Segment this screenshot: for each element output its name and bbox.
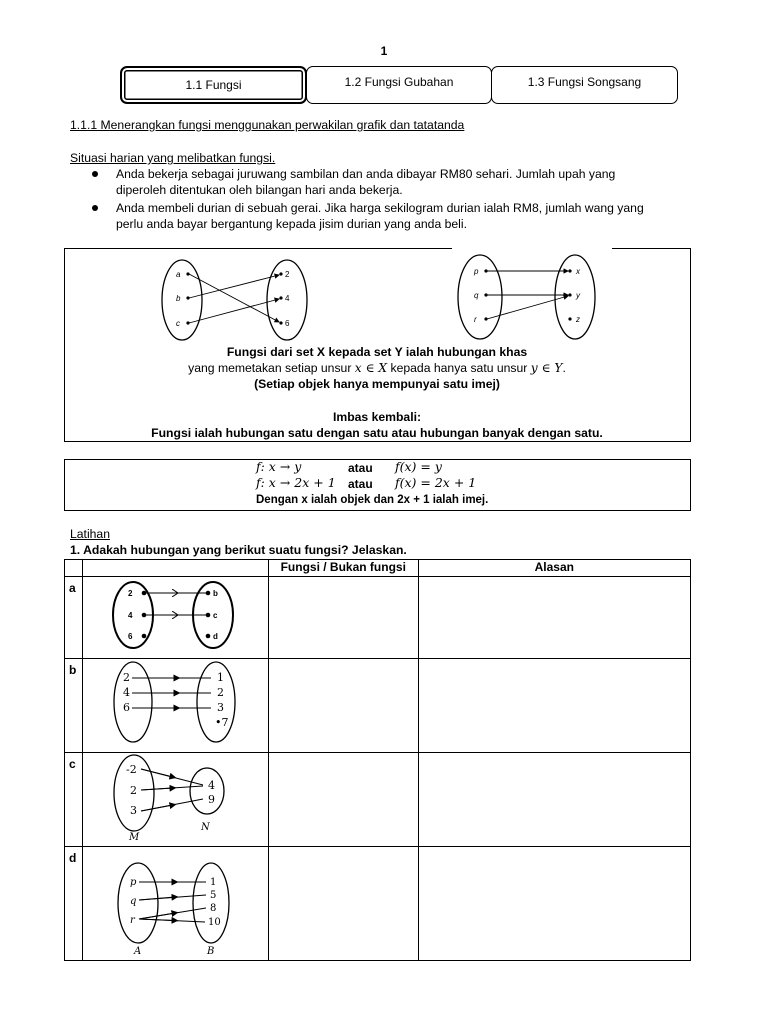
- a-left-1: 4: [127, 611, 133, 620]
- c-left-1: 2: [129, 784, 137, 797]
- notation-row2-right: f(x) = 2x + 1: [395, 475, 477, 490]
- diagram-d: [83, 847, 243, 957]
- header-fungsi: Fungsi / Bukan fungsi: [268, 560, 418, 577]
- d2-left-0: p: [474, 267, 479, 276]
- tab-fungsi-songsang[interactable]: [491, 66, 678, 104]
- row-label-c: c: [65, 753, 83, 847]
- diagram-cell-c: [82, 753, 268, 847]
- tab-fungsi-gubahan[interactable]: [306, 66, 492, 104]
- d1-right-2: 6: [285, 319, 290, 328]
- bullet-dot: [92, 171, 98, 177]
- bullet2-line1: Anda membeli durian di sebuah gerai. Jika harga sekilogram durian ialah RM8, jumlah wang yang: [116, 201, 644, 215]
- c-right-1: 9: [207, 793, 215, 806]
- row-label-d: d: [65, 847, 83, 961]
- a-right-1: c: [212, 611, 218, 620]
- tab-label: 1.2 Fungsi Gubahan: [344, 75, 454, 89]
- d-right-2: 8: [209, 903, 217, 914]
- notation-row2-mid: atau: [348, 477, 373, 491]
- answer-cell-d[interactable]: [268, 847, 418, 961]
- d-left-1: q: [129, 896, 137, 907]
- b-right-0: 1: [216, 671, 224, 684]
- function-diagram-2: [448, 252, 598, 344]
- diagram-cell-a: [82, 577, 268, 659]
- c-left-2: 3: [129, 804, 137, 817]
- recall-text: Fungsi ialah hubungan satu dengan satu atau hubungan banyak dengan satu.: [151, 426, 603, 440]
- diagram-cell-d: [82, 847, 268, 961]
- c-set-N: N: [200, 822, 210, 833]
- page-number: 1: [380, 44, 388, 58]
- row-label-a: a: [65, 577, 83, 659]
- diagram-cell-b: [82, 659, 268, 753]
- diagram-c: [83, 753, 243, 843]
- d-left-0: p: [129, 877, 137, 888]
- bullet2-line2: perlu anda bayar bergantung kepada jisim durian yang anda beli.: [116, 217, 467, 231]
- latihan-heading: Latihan: [70, 527, 110, 541]
- header-empty-1: [65, 560, 83, 577]
- d1-left-1: b: [176, 294, 181, 303]
- d-right-1: 5: [209, 890, 217, 901]
- answer-cell-c[interactable]: [268, 753, 418, 847]
- row-label-b: b: [65, 659, 83, 753]
- table-row: [65, 659, 691, 753]
- b-left-1: 4: [122, 686, 130, 699]
- d1-right-0: 2: [285, 270, 290, 279]
- header-empty-2: [82, 560, 268, 577]
- reason-cell-b[interactable]: [418, 659, 690, 753]
- header-alasan: Alasan: [418, 560, 690, 577]
- box-gap: [452, 246, 612, 250]
- d2-right-1: y: [576, 291, 580, 300]
- definition-line2-end: .: [562, 361, 566, 375]
- d-set-B: B: [206, 946, 215, 957]
- reason-cell-c[interactable]: [418, 753, 690, 847]
- a-left-2: 6: [127, 632, 133, 641]
- tab-label: 1.3 Fungsi Songsang: [527, 75, 642, 89]
- d2-right-2: z: [576, 315, 580, 324]
- notation-row3: Dengan x ialah objek dan 2x + 1 ialah imej.: [256, 494, 489, 506]
- d2-left-2: r: [474, 315, 477, 324]
- c-set-M: M: [128, 832, 140, 843]
- d2-left-1: q: [474, 291, 479, 300]
- a-right-2: d: [212, 632, 218, 641]
- c-right-0: 4: [207, 779, 215, 792]
- d-right-0: 1: [209, 877, 217, 888]
- reason-cell-d[interactable]: [418, 847, 690, 961]
- d2-right-0: x: [576, 267, 580, 276]
- table-row: [65, 847, 691, 961]
- situasi-heading: Situasi harian yang melibatkan fungsi.: [70, 151, 276, 165]
- bullet1-line2: diperoleh ditentukan oleh bilangan hari anda bekerja.: [116, 183, 403, 197]
- d-right-3: 10: [207, 917, 221, 928]
- d1-left-0: a: [176, 270, 181, 279]
- definition-line1: Fungsi dari set X kepada set Y ialah hubungan khas: [226, 345, 528, 359]
- latihan-question: 1. Adakah hubungan yang berikut suatu fungsi? Jelaskan.: [70, 543, 407, 557]
- reason-cell-a[interactable]: [418, 577, 690, 659]
- d1-right-1: 4: [285, 294, 290, 303]
- definition-line2-pre: yang memetakan setiap unsur: [188, 361, 355, 375]
- definition-line2: [64, 361, 690, 375]
- table-row: [65, 577, 691, 659]
- definition-line3: (Setiap objek hanya mempunyai satu imej): [254, 377, 500, 391]
- c-left-0: -2: [125, 763, 137, 776]
- diagram-a: [83, 577, 243, 655]
- b-right-3: •7: [214, 716, 229, 729]
- function-diagram-1: [150, 252, 330, 344]
- b-left-2: 6: [122, 701, 130, 714]
- tab-label: 1.1 Fungsi: [185, 78, 242, 92]
- math-x-in-X: x ∈ X: [354, 361, 388, 375]
- answer-cell-a[interactable]: [268, 577, 418, 659]
- table-header-row: [65, 560, 691, 577]
- latihan-table: [64, 559, 691, 961]
- answer-cell-b[interactable]: [268, 659, 418, 753]
- b-left-0: 2: [122, 671, 130, 684]
- d1-left-2: c: [176, 319, 180, 328]
- tab-fungsi[interactable]: [120, 66, 307, 104]
- bullet1-line1: Anda bekerja sebagai juruwang sambilan dan anda dibayar RM80 sehari. Jumlah upah yang: [116, 167, 616, 181]
- d-left-2: r: [129, 915, 135, 926]
- a-right-0: b: [212, 589, 218, 598]
- diagram-b: [83, 659, 243, 749]
- b-right-1: 2: [216, 686, 224, 699]
- notation-row1-right: f(x) = y: [395, 459, 442, 474]
- notation-row2-left: f: x → 2x + 1: [256, 475, 336, 490]
- d-set-A: A: [133, 946, 142, 957]
- notation-row1-left: f: x → y: [256, 459, 302, 474]
- bullet-dot: [92, 205, 98, 211]
- math-y-in-Y: y ∈ Y: [530, 361, 563, 375]
- notation-row1-mid: atau: [348, 461, 373, 475]
- definition-line2-mid: kepada hanya satu unsur: [387, 361, 531, 375]
- table-row: [65, 753, 691, 847]
- b-right-2: 3: [216, 701, 224, 714]
- recall-heading: Imbas kembali:: [332, 410, 422, 424]
- a-left-0: 2: [127, 589, 133, 598]
- section-heading: 1.1.1 Menerangkan fungsi menggunakan perwakilan grafik dan tatatanda: [70, 118, 465, 132]
